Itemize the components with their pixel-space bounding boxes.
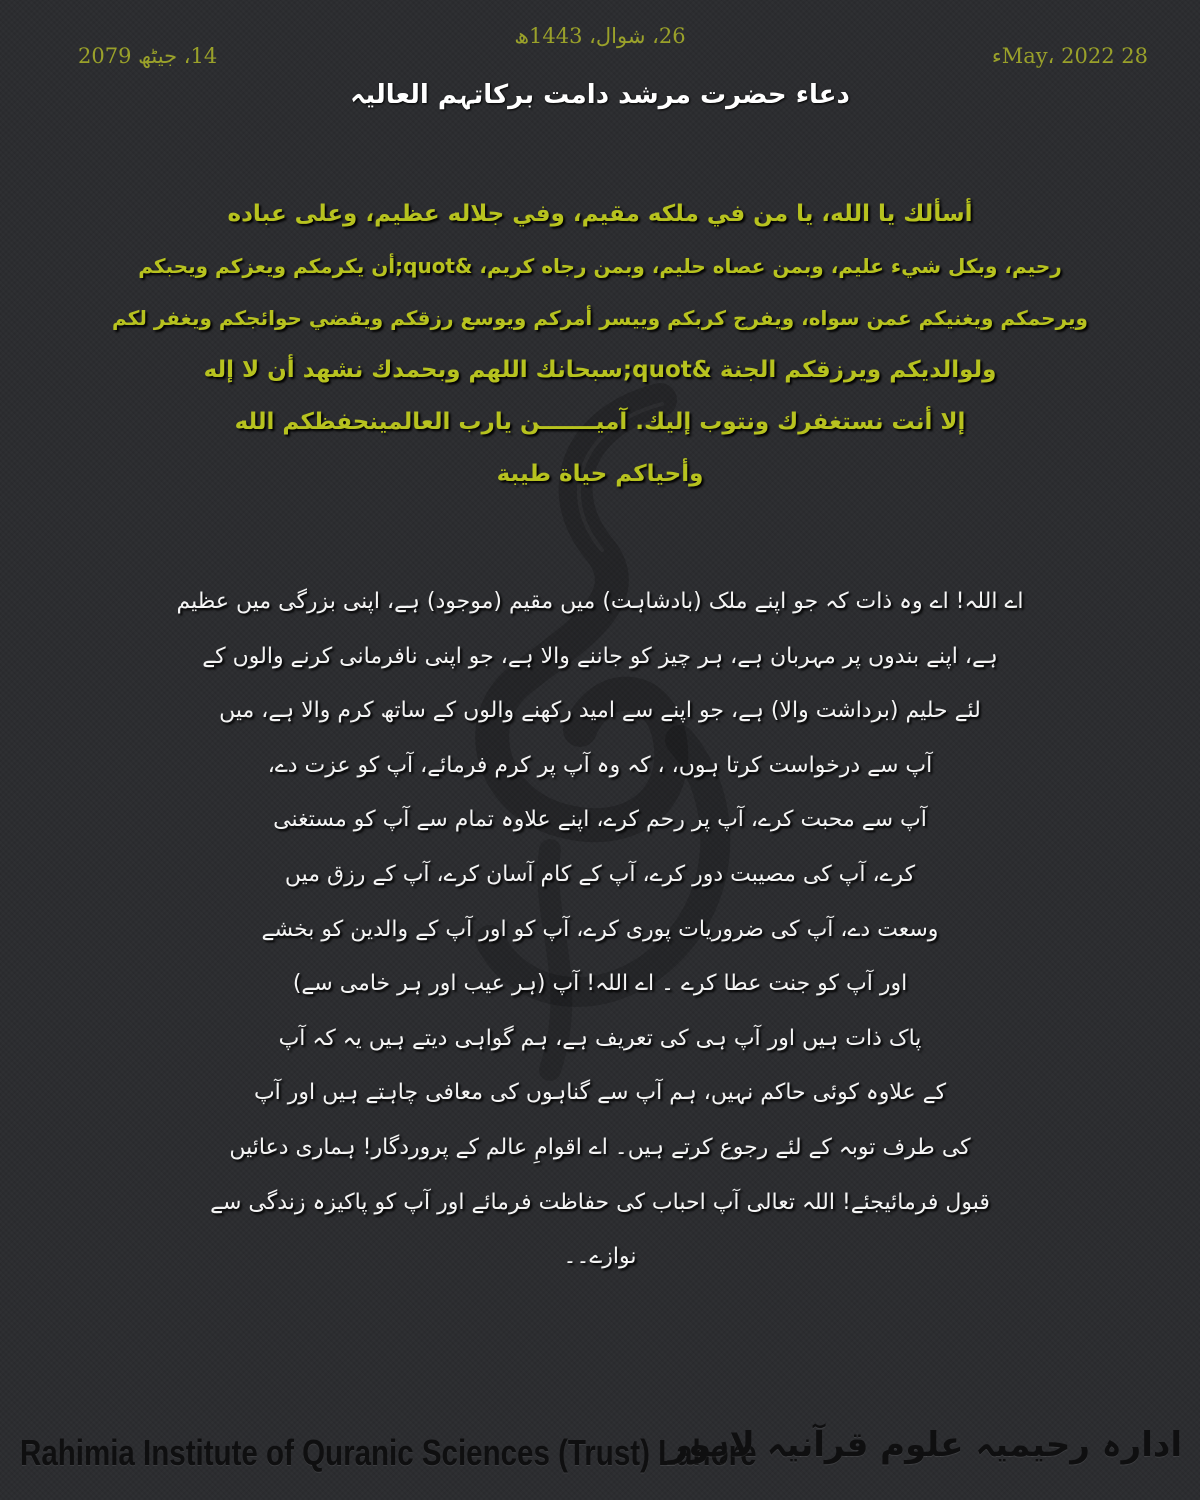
arabic-dua-line: ويرحمكم ويغنيكم عمن سواه، ويفرج كربكم وييسر أمركم ويوسع رزقكم ويقضي حوائجكم ويغفر لكم <box>112 306 1088 330</box>
arabic-dua-line: ولوالديكم ويرزقكم الجنة &quot;سبحانك اللهم وبحمدك نشهد أن لا إله <box>203 357 997 383</box>
urdu-translation-line: وسعت دے، آپ کی ضروریات پوری کرے، آپ کو اور آپ کے والدین کو بخشے <box>261 916 939 942</box>
urdu-translation-line: اے اللہ! اے وہ ذات کہ جو اپنے ملک (بادشاہت) میں مقیم (موجود) ہے، اپنی بزرگی میں عظیم <box>176 589 1024 614</box>
hijri-date: 26، شوال، 1443ھ <box>514 24 686 48</box>
urdu-translation-block <box>100 575 1100 1285</box>
footer <box>0 1410 1200 1500</box>
urdu-translation-line: کرے، آپ کی مصیبت دور کرے، آپ کے کام آسان کرے، آپ کے رزق میں <box>284 861 916 887</box>
arabic-dua-line: وأحياكم حياة طيبة <box>496 461 704 487</box>
gregorian-date: 28 May، 2022ء <box>991 44 1148 68</box>
institute-name: Rahimia Institute of Quranic Sciences (Trust) Lahore <box>20 1432 757 1473</box>
urdu-translation-line: آپ سے محبت کرے، آپ پر رحم کرے، اپنے علاوہ تمام سے آپ کو مستغنی <box>273 807 927 833</box>
urdu-translation-line: کے علاوہ کوئی حاکم نہیں، ہم آپ سے گناہوں کی معافی چاہتے ہیں اور آپ <box>253 1080 947 1106</box>
arabic-dua-line: رحيم، وبكل شيء عليم، وبمن عصاه حليم، وبمن رجاه كريم، &quot;أن يكرمكم ويعزكم ويحبكم <box>138 254 1062 278</box>
dua-title: دعاء حضرت مرشد دامت برکاتہم العالیہ <box>350 80 850 110</box>
arabic-dua-line: إلا أنت نستغفرك ونتوب إليك. آميـــــــن يارب العالمينحفظكم الله <box>234 409 966 435</box>
urdu-translation-line: لئے حلیم (برداشت والا) ہے، جو اپنے سے امید رکھنے والوں کے ساتھ کرم والا ہے، میں <box>219 698 981 724</box>
urdu-translation-line: نوازے۔۔ <box>563 1244 637 1270</box>
arabic-dua-line: أسألك يا الله، يا من في ملكه مقيم، وفي جلاله عظيم، وعلى عباده <box>227 201 973 227</box>
urdu-translation-line: قبول فرمائیجئے! اللہ تعالی آپ احباب کی حفاظت فرمائے اور آپ کو پاکیزہ زندگی سے <box>210 1189 990 1215</box>
urdu-translation-line: ہے، اپنے بندوں پر مہربان ہے، ہر چیز کو جاننے والا ہے، جو اپنی نافرمانی کرنے والوں کے <box>202 643 998 669</box>
institute-logo: ادارہ رحیمیہ علوم قرآنیہ لاہور <box>668 1425 1182 1465</box>
arabic-dua-block <box>40 188 1160 500</box>
bikrami-date: 14، جیٹھ 2079 <box>78 44 218 68</box>
urdu-translation-line: آپ سے درخواست کرتا ہوں، ، کہ وہ آپ پر کرم فرمائے، آپ کو عزت دے، <box>267 752 933 778</box>
urdu-translation-line: اور آپ کو جنت عطا کرے ۔ اے اللہ! آپ (ہر عیب اور ہر خامی سے) <box>292 971 908 997</box>
urdu-translation-line: پاک ذات ہیں اور آپ ہی کی تعریف ہے، ہم گواہی دیتے ہیں یہ کہ آپ <box>278 1025 922 1051</box>
urdu-translation-line: کی طرف توبہ کے لئے رجوع کرتے ہیں۔ اے اقوامِ عالم کے پروردگار! ہماری دعائیں <box>229 1134 971 1160</box>
